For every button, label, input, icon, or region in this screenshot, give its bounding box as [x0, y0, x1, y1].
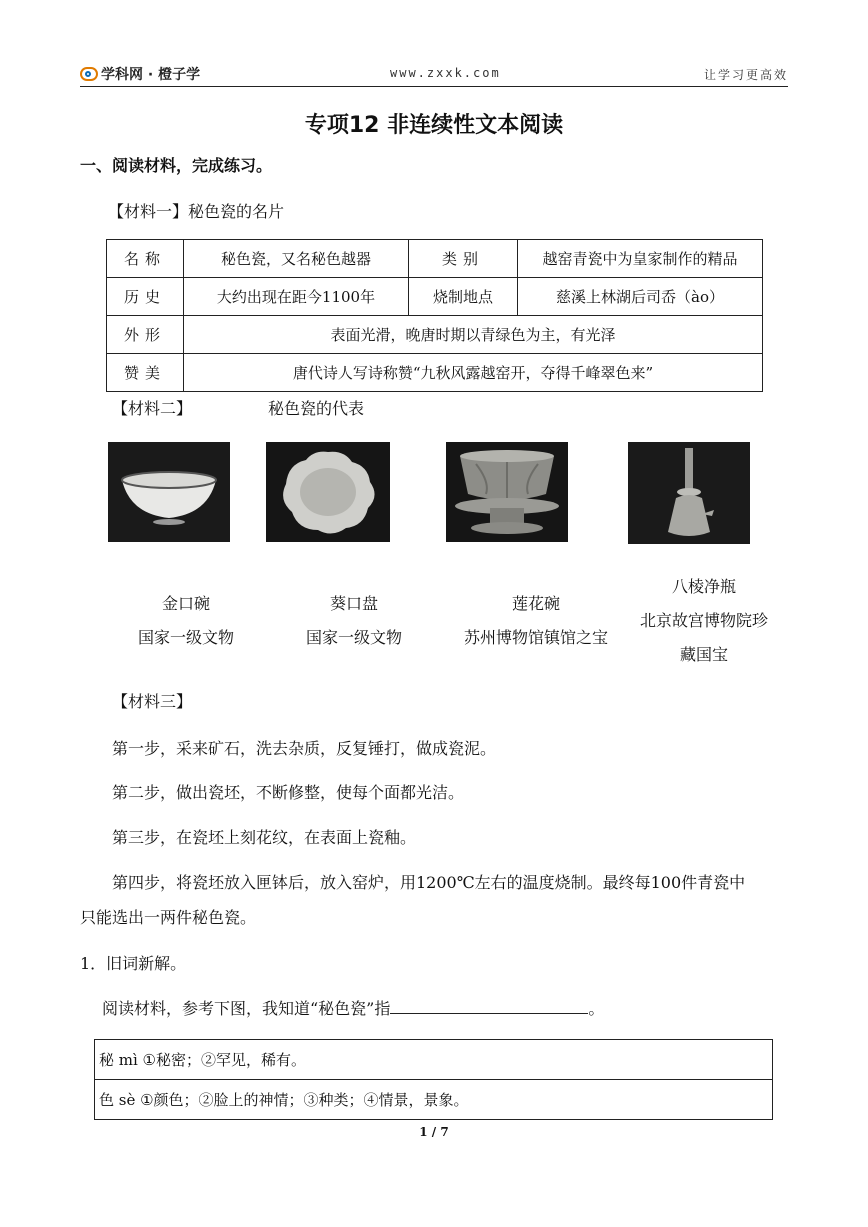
- item-desc: 国家一级文物: [137, 628, 234, 647]
- question-prompt-end: 。: [588, 999, 605, 1018]
- table-cell: 秘色瓷，又名秘色越器: [184, 240, 409, 278]
- table-row: [95, 1040, 773, 1080]
- table-row: [107, 354, 763, 392]
- item-desc: 藏国宝: [679, 645, 728, 664]
- site-logo: [80, 64, 200, 84]
- item-desc: 国家一级文物: [305, 628, 402, 647]
- table-row: [95, 1080, 773, 1120]
- question-title: 1．旧词新解。: [80, 954, 187, 973]
- table-cell: 外形: [107, 316, 184, 354]
- step-text: 第二步，做出瓷坯，不断修整，使每个面都光洁。: [112, 783, 465, 802]
- table-cell: 慈溪上林湖后司岙（ào）: [518, 278, 763, 316]
- section-heading: 一、阅读材料，完成练习。: [80, 156, 273, 175]
- bowl-photo: [108, 442, 230, 542]
- question-prompt-text: 阅读材料，参考下图，我知道“秘色瓷”指: [102, 999, 391, 1018]
- material3-label: 【材料三】: [112, 692, 193, 711]
- slogan: 让学习更高效: [703, 68, 788, 82]
- question-prompt: [102, 996, 604, 1019]
- material1-label: 【材料一】秘色瓷的名片: [108, 202, 285, 221]
- table-row: [107, 316, 763, 354]
- item-name: 金口碗: [161, 594, 210, 613]
- table-cell: 大约出现在距今1100年: [184, 278, 409, 316]
- logo-icon: [80, 67, 98, 81]
- table-row: [107, 240, 763, 278]
- lotus-bowl-photo: [446, 442, 568, 542]
- dict-entry: 色 sè ①颜色；②脸上的神情；③种类；④情景，景象。: [95, 1080, 773, 1120]
- item-name: 莲花碗: [511, 594, 560, 613]
- item-name: 葵口盘: [329, 594, 378, 613]
- page-header: [80, 60, 788, 87]
- table-cell: 烧制地点: [409, 278, 518, 316]
- step-text: 只能选出一两件秘色瓷。: [80, 908, 257, 927]
- plate-photo: [266, 442, 390, 542]
- item-desc: 北京故宫博物院珍: [639, 611, 768, 630]
- dict-entry: 秘 mì ①秘密；②罕见，稀有。: [95, 1040, 773, 1080]
- step-text: 第四步，将瓷坯放入匣钵后，放入窑炉，用1200℃左右的温度烧制。最终每100件青瓷中: [112, 873, 746, 892]
- logo-text: 学科网 · 橙子学: [101, 67, 201, 83]
- table-row: [107, 278, 763, 316]
- table-cell: 类别: [409, 240, 518, 278]
- item-desc: 苏州博物馆镇馆之宝: [463, 628, 608, 647]
- vase-photo: [628, 442, 750, 544]
- step-text: 第三步，在瓷坯上刻花纹，在表面上瓷釉。: [112, 828, 417, 847]
- page-number: 1 / 7: [419, 1125, 449, 1139]
- table-cell: 赞美: [107, 354, 184, 392]
- site-url: www.zxxk.com: [390, 66, 501, 80]
- item-name: 八棱净瓶: [671, 577, 736, 596]
- answer-blank[interactable]: [390, 999, 588, 1014]
- dictionary-table: [94, 1039, 773, 1120]
- info-card-table: [106, 239, 763, 392]
- material2-subtitle: 秘色瓷的代表: [268, 399, 365, 418]
- table-cell: 名称: [107, 240, 184, 278]
- table-cell: 唐代诗人写诗称赞“九秋风露越窑开，夺得千峰翠色来”: [184, 354, 763, 392]
- table-cell: 越窑青瓷中为皇家制作的精品: [518, 240, 763, 278]
- table-cell: 历史: [107, 278, 184, 316]
- page-title: 专项12 非连续性文本阅读: [304, 113, 564, 138]
- table-cell: 表面光滑，晚唐时期以青绿色为主，有光泽: [184, 316, 763, 354]
- step-text: 第一步，采来矿石，洗去杂质，反复锤打，做成瓷泥。: [112, 739, 497, 758]
- material2-label: 【材料二】: [112, 399, 193, 418]
